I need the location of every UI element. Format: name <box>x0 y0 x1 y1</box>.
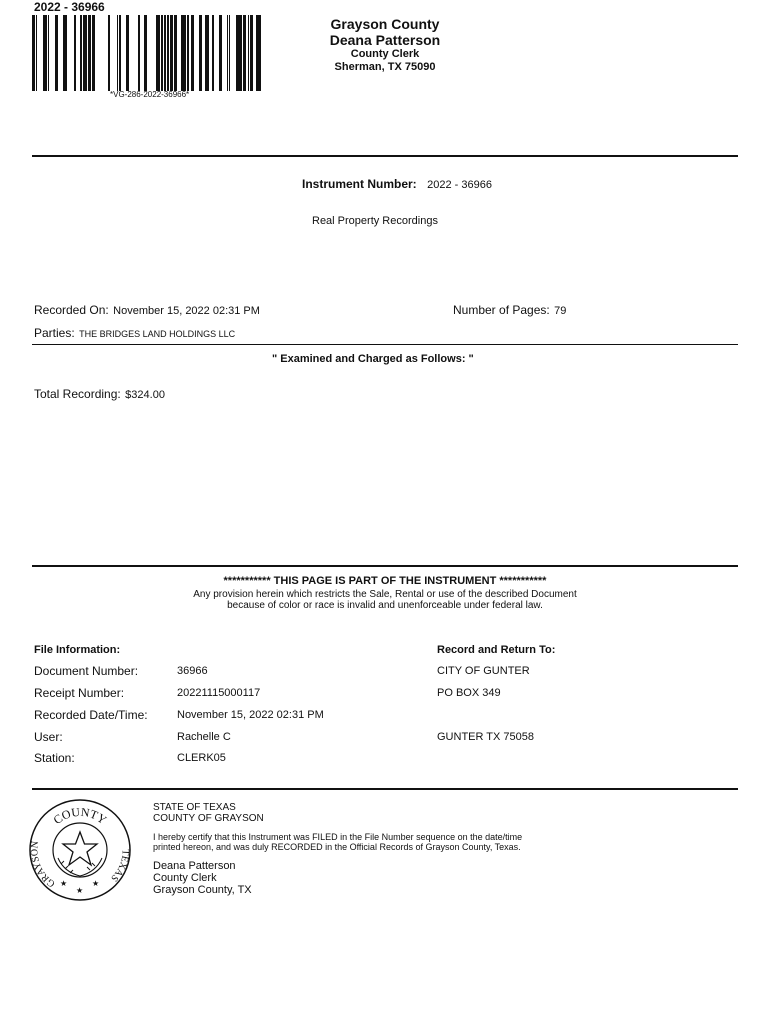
cert-text-2: printed hereon, and was duly RECORDED in the Official Records of Grayson County, Texas. <box>153 842 521 852</box>
seal-left-text: GRAYSON <box>29 840 58 890</box>
file-info-value: November 15, 2022 02:31 PM <box>177 709 324 721</box>
parties-label: Parties: <box>34 326 75 340</box>
seal-right-text: TEXAS <box>108 848 131 884</box>
file-info-value: Rachelle C <box>177 731 231 743</box>
clerk-name: Deana Patterson <box>329 32 441 48</box>
file-info-label: Document Number: <box>34 664 139 678</box>
pages-value: 79 <box>554 305 567 317</box>
number-of-pages <box>453 301 566 319</box>
clerk-header <box>310 16 460 74</box>
recorded-on-label: Recorded On: <box>34 303 109 317</box>
clerk-title: County Clerk <box>350 48 420 60</box>
file-info-label: Receipt Number: <box>34 686 125 700</box>
recorded-on-value: November 15, 2022 02:31 PM <box>113 305 260 317</box>
seal-top-text: COUNTY <box>50 804 110 828</box>
file-info-value: 36966 <box>177 665 208 677</box>
notice <box>0 575 770 611</box>
divider <box>32 344 738 345</box>
svg-text:★: ★ <box>76 886 84 895</box>
total-value: $324.00 <box>125 389 165 401</box>
total-recording <box>34 385 165 403</box>
svg-text:★: ★ <box>60 879 68 888</box>
total-label: Total Recording: <box>34 387 121 401</box>
cert-county: COUNTY OF GRAYSON <box>153 813 264 824</box>
instrument-number-line <box>302 175 492 193</box>
svg-text:COUNTY <box>51 805 110 827</box>
file-info-value: 20221115000117 <box>177 687 261 699</box>
divider <box>32 155 738 157</box>
svg-text:TEXAS <box>108 849 130 884</box>
barcode-number: 2022 - 36966 <box>34 0 105 14</box>
return-to-heading: Record and Return To: <box>437 644 556 656</box>
notice-heading: *********** THIS PAGE IS PART OF THE INSTRUMENT *********** <box>223 575 547 587</box>
file-info-label: Recorded Date/Time: <box>34 708 148 722</box>
file-info-heading: File Information: <box>34 644 121 656</box>
return-to-line-1: CITY OF GUNTER <box>437 665 530 677</box>
clerk-city: Sherman, TX 75090 <box>334 61 436 73</box>
cert-signer-title: County Clerk <box>153 872 217 884</box>
svg-text:★: ★ <box>92 879 100 888</box>
barcode-image <box>32 15 264 91</box>
return-to-line-2: PO BOX 349 <box>437 687 501 699</box>
file-info-label: User: <box>34 730 63 744</box>
cert-signer-county: Grayson County, TX <box>153 884 252 896</box>
recorded-on <box>34 301 260 319</box>
return-to-line-3: GUNTER TX 75058 <box>437 731 535 743</box>
notice-line-1: Any provision herein which restricts the Sale, Rental or use of the described Document <box>193 589 577 600</box>
divider <box>32 565 738 567</box>
county-seal-icon <box>28 798 132 902</box>
divider <box>32 788 738 790</box>
certification <box>153 802 522 896</box>
instrument-number: 2022 - 36966 <box>427 179 492 191</box>
cert-signer: Deana Patterson <box>153 860 236 872</box>
parties-value: THE BRIDGES LAND HOLDINGS LLC <box>79 329 236 339</box>
clerk-county: Grayson County <box>330 16 440 32</box>
notice-line-2: because of color or race is invalid and unenforceable under federal law. <box>227 600 543 611</box>
file-info-label: Station: <box>34 751 75 765</box>
cert-text-1: I hereby certify that this Instrument was FILED in the File Number sequence on the date/time <box>153 832 523 842</box>
examined-heading: " Examined and Charged as Follows: " <box>272 353 474 365</box>
cert-state: STATE OF TEXAS <box>153 802 236 813</box>
instrument-label: Instrument Number: <box>302 177 417 191</box>
file-info-value: CLERK05 <box>177 752 226 764</box>
instrument-type: Real Property Recordings <box>312 215 438 227</box>
barcode-caption: *VG-286-2022-36966* <box>110 90 190 99</box>
pages-label: Number of Pages: <box>453 303 550 317</box>
parties <box>34 324 235 342</box>
